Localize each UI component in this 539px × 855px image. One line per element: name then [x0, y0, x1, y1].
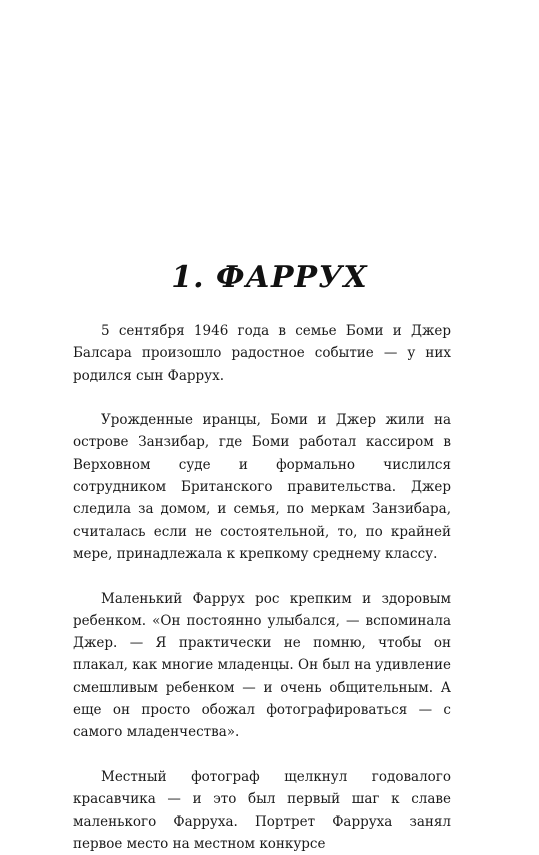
paragraph: Урожденные иранцы, Боми и Джер жили на острове Занзибар, где Боми работал кассиром в Верховном суде и формально числился сотрудником Британского правительства. Джер следила за домом, и семья, по меркам Занзибара, считалась если не состоятельной, то, по крайней мере, принадлежала к крепкому среднему классу.	[73, 412, 451, 562]
chapter-title: 1. ФАРРУХ	[171, 260, 368, 296]
body-text	[73, 320, 451, 855]
paragraph: 5 сентября 1946 года в семье Боми и Джер Балсара произошло радостное событие — у них родился сын Фаррух.	[73, 323, 451, 384]
paragraph: Местный фотограф щелкнул годовалого красавчика — и это был первый шаг к славе маленького Фарруха. Портрет Фарруха занял первое место на местном конкурсе	[73, 768, 451, 852]
paragraph: Маленький Фаррух рос крепким и здоровым ребенком. «Он постоянно улыбался, — вспоминала Джер. — Я практически не помню, чтобы он плакал, как многие младенцы. Он был на удивление смешливым ребенком — и очень общительным. А еще он просто обожал фотографироваться — с самого младенчества».	[73, 590, 451, 741]
